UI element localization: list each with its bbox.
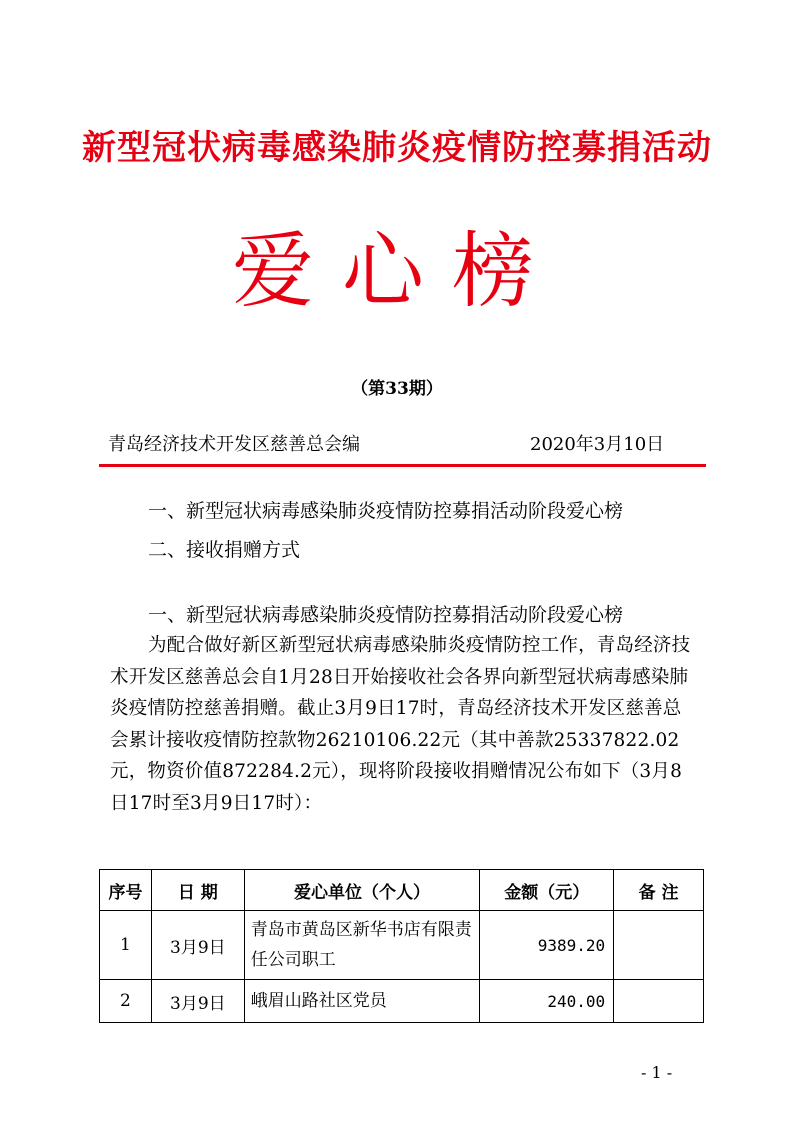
red-divider (99, 464, 706, 467)
editor-line: 青岛经济技术开发区慈善总会编 (108, 434, 360, 455)
donation-table (99, 869, 704, 1023)
cell-date: 3月9日 (151, 911, 244, 980)
issue-date: 2020年3月10日 (530, 434, 665, 455)
section-title: 一、新型冠状病毒感染肺炎疫情防控募捐活动阶段爱心榜 (148, 604, 624, 626)
intro-paragraph-text: 为配合做好新区新型冠状病毒感染肺炎疫情防控工作，青岛经济技术开发区慈善总会自1月28日开始接收社会各界向新型冠状病毒感染肺炎疫情防控慈善捐赠。截止3月9日17时，青岛经济技术开发区慈善总会累计接收疫情防控款物26210106.22元（其中善款25337822.02元，物资价值872284.2元），现将阶段接收捐赠情况公布如下（3月8日17时至3月9日17时）： (110, 635, 691, 814)
intro-paragraph (110, 630, 698, 819)
page-number: - 1 - (641, 1063, 673, 1082)
cell-note (614, 911, 704, 980)
col-header-date: 日 期 (151, 870, 244, 911)
toc-item-1: 一、新型冠状病毒感染肺炎疫情防控募捐活动阶段爱心榜 (148, 500, 624, 522)
cell-no: 2 (100, 980, 152, 1023)
col-header-note: 备 注 (614, 870, 704, 911)
cell-date: 3月9日 (151, 980, 244, 1023)
cell-unit: 峨眉山路社区党员 (244, 980, 480, 1023)
col-header-amount: 金额（元） (480, 870, 614, 911)
issue-number: （第33期） (351, 379, 443, 399)
cell-amount: 240.00 (480, 980, 614, 1023)
col-header-no: 序号 (100, 870, 152, 911)
table-row (100, 980, 704, 1023)
table-row (100, 911, 704, 980)
cell-amount: 9389.20 (480, 911, 614, 980)
cell-unit: 青岛市黄岛区新华书店有限责任公司职工 (244, 911, 480, 980)
main-title: 新型冠状病毒感染肺炎疫情防控募捐活动 (82, 128, 712, 168)
cell-no: 1 (100, 911, 152, 980)
toc-item-2: 二、接收捐赠方式 (148, 539, 301, 561)
col-header-unit: 爱心单位（个人） (244, 870, 480, 911)
cell-note (614, 980, 704, 1023)
table-header-row (100, 870, 704, 911)
big-title: 爱心榜 (231, 224, 562, 319)
